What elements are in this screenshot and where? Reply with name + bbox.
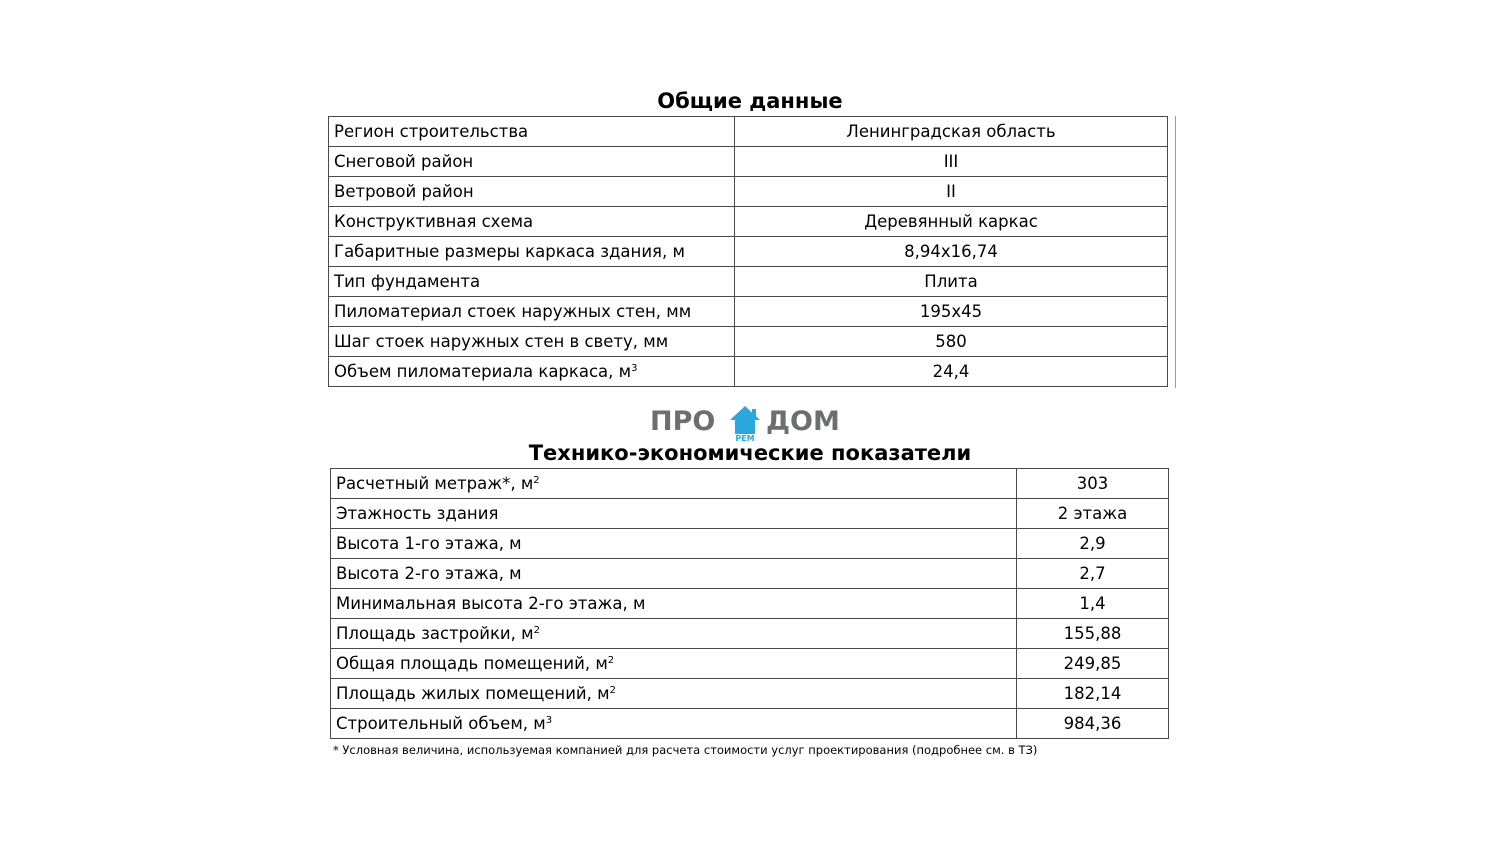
general-label-cell xyxy=(329,177,735,207)
tech-value-cell xyxy=(1017,559,1169,589)
general-row xyxy=(329,297,1168,327)
tech-label-cell xyxy=(331,619,1017,649)
tech-label-cell xyxy=(331,559,1017,589)
general-label-cell xyxy=(329,147,735,177)
general-value-cell xyxy=(735,177,1168,207)
logo-text-dom: ДОМ xyxy=(766,406,840,437)
general-data-title: Общие данные xyxy=(657,89,843,113)
tech-row xyxy=(331,649,1169,679)
tech-value-cell xyxy=(1017,529,1169,559)
general-value: II xyxy=(946,182,956,201)
tech-value: 155,88 xyxy=(1063,624,1122,643)
general-label-cell xyxy=(329,327,735,357)
general-value-cell xyxy=(735,297,1168,327)
tech-row xyxy=(331,529,1169,559)
general-label-cell xyxy=(329,207,735,237)
general-label: Пиломатериал стоек наружных стен, мм xyxy=(334,302,692,321)
tech-label-cell xyxy=(331,649,1017,679)
tech-label-cell xyxy=(331,469,1017,499)
tech-value: 2 этажа xyxy=(1057,504,1128,523)
general-label-cell xyxy=(329,267,735,297)
general-value: 24,4 xyxy=(932,362,970,381)
general-value: 195x45 xyxy=(919,302,983,321)
tech-value: 2,9 xyxy=(1079,534,1106,553)
general-label: Габаритные размеры каркаса здания, м xyxy=(334,242,685,261)
tech-value: 249,85 xyxy=(1063,654,1122,673)
tech-label: Этажность здания xyxy=(336,504,499,523)
general-value: Деревянный каркас xyxy=(864,212,1038,231)
general-label: Конструктивная схема xyxy=(334,212,534,231)
general-label-superscript: 3 xyxy=(631,363,638,374)
logo-text-rem: РЕМ xyxy=(735,434,755,443)
general-value-cell xyxy=(735,237,1168,267)
general-value-cell xyxy=(735,267,1168,297)
tech-label: Высота 1-го этажа, м xyxy=(336,534,522,553)
general-value: Плита xyxy=(924,272,978,291)
tech-label-cell xyxy=(331,709,1017,739)
general-row xyxy=(329,117,1168,147)
general-row xyxy=(329,327,1168,357)
tech-value: 1,4 xyxy=(1079,594,1106,613)
tech-value: 303 xyxy=(1076,474,1109,493)
general-row xyxy=(329,147,1168,177)
general-label: Регион строительства xyxy=(334,122,529,141)
general-label: Тип фундамента xyxy=(334,272,481,291)
tech-indicators-title: Технико-экономические показатели xyxy=(528,441,972,465)
tech-label: Строительный объем, м xyxy=(336,714,546,733)
general-row xyxy=(329,357,1168,387)
general-value-cell xyxy=(735,147,1168,177)
tech-value-cell xyxy=(1017,589,1169,619)
general-value: Ленинградская область xyxy=(846,122,1056,141)
tech-label: Площадь застройки, м xyxy=(336,624,534,643)
tech-label-superscript: 2 xyxy=(533,475,540,486)
tech-value-cell xyxy=(1017,709,1169,739)
logo-text-pro: ПРО xyxy=(650,406,716,437)
tech-value-cell xyxy=(1017,649,1169,679)
tech-value-cell xyxy=(1017,619,1169,649)
general-row xyxy=(329,177,1168,207)
tech-label: Минимальная высота 2-го этажа, м xyxy=(336,594,646,613)
tech-label-cell xyxy=(331,679,1017,709)
tech-label: Расчетный метраж*, м xyxy=(336,474,534,493)
tech-value: 984,36 xyxy=(1063,714,1122,733)
tech-indicators-table xyxy=(330,468,1169,739)
general-label: Ветровой район xyxy=(334,182,474,201)
tech-row xyxy=(331,559,1169,589)
general-label: Шаг стоек наружных стен в свету, мм xyxy=(334,332,669,351)
tech-value-cell xyxy=(1017,499,1169,529)
page-edge-divider xyxy=(1175,116,1176,388)
tech-label-cell xyxy=(331,529,1017,559)
tech-label-cell xyxy=(331,589,1017,619)
tech-label-superscript: 2 xyxy=(609,685,616,696)
tech-row xyxy=(331,679,1169,709)
general-data-table xyxy=(328,116,1168,387)
tech-row xyxy=(331,499,1169,529)
general-value-cell xyxy=(735,117,1168,147)
tech-row xyxy=(331,709,1169,739)
general-value-cell xyxy=(735,207,1168,237)
general-value: 580 xyxy=(935,332,967,351)
general-row xyxy=(329,237,1168,267)
tech-value: 2,7 xyxy=(1079,564,1106,583)
general-value: 8,94x16,74 xyxy=(904,242,998,261)
tech-row xyxy=(331,589,1169,619)
tech-row xyxy=(331,619,1169,649)
tech-label: Общая площадь помещений, м xyxy=(336,654,608,673)
general-row xyxy=(329,267,1168,297)
general-label-cell xyxy=(329,117,735,147)
general-label: Объем пиломатериала каркаса, м xyxy=(334,362,632,381)
general-row xyxy=(329,207,1168,237)
tech-label-superscript: 3 xyxy=(545,715,553,726)
general-value-cell xyxy=(735,327,1168,357)
tech-label: Высота 2-го этажа, м xyxy=(336,564,522,583)
pro-dom-logo xyxy=(650,404,850,444)
tech-value-cell xyxy=(1017,469,1169,499)
general-label-cell xyxy=(329,357,735,387)
general-label: Снеговой район xyxy=(334,152,474,171)
tech-label-superscript: 2 xyxy=(533,625,540,636)
tech-value-cell xyxy=(1017,679,1169,709)
tech-row xyxy=(331,469,1169,499)
general-label-cell xyxy=(329,297,735,327)
footnote: * Условная величина, используемая компанией для расчета стоимости услуг проектирования (подробнее см. в ТЗ) xyxy=(333,743,1038,757)
general-value: III xyxy=(943,152,959,171)
tech-value: 182,14 xyxy=(1063,684,1122,703)
general-label-cell xyxy=(329,237,735,267)
tech-label-superscript: 2 xyxy=(607,655,615,666)
tech-label-cell xyxy=(331,499,1017,529)
general-value-cell xyxy=(735,357,1168,387)
tech-label: Площадь жилых помещений, м xyxy=(336,684,610,703)
